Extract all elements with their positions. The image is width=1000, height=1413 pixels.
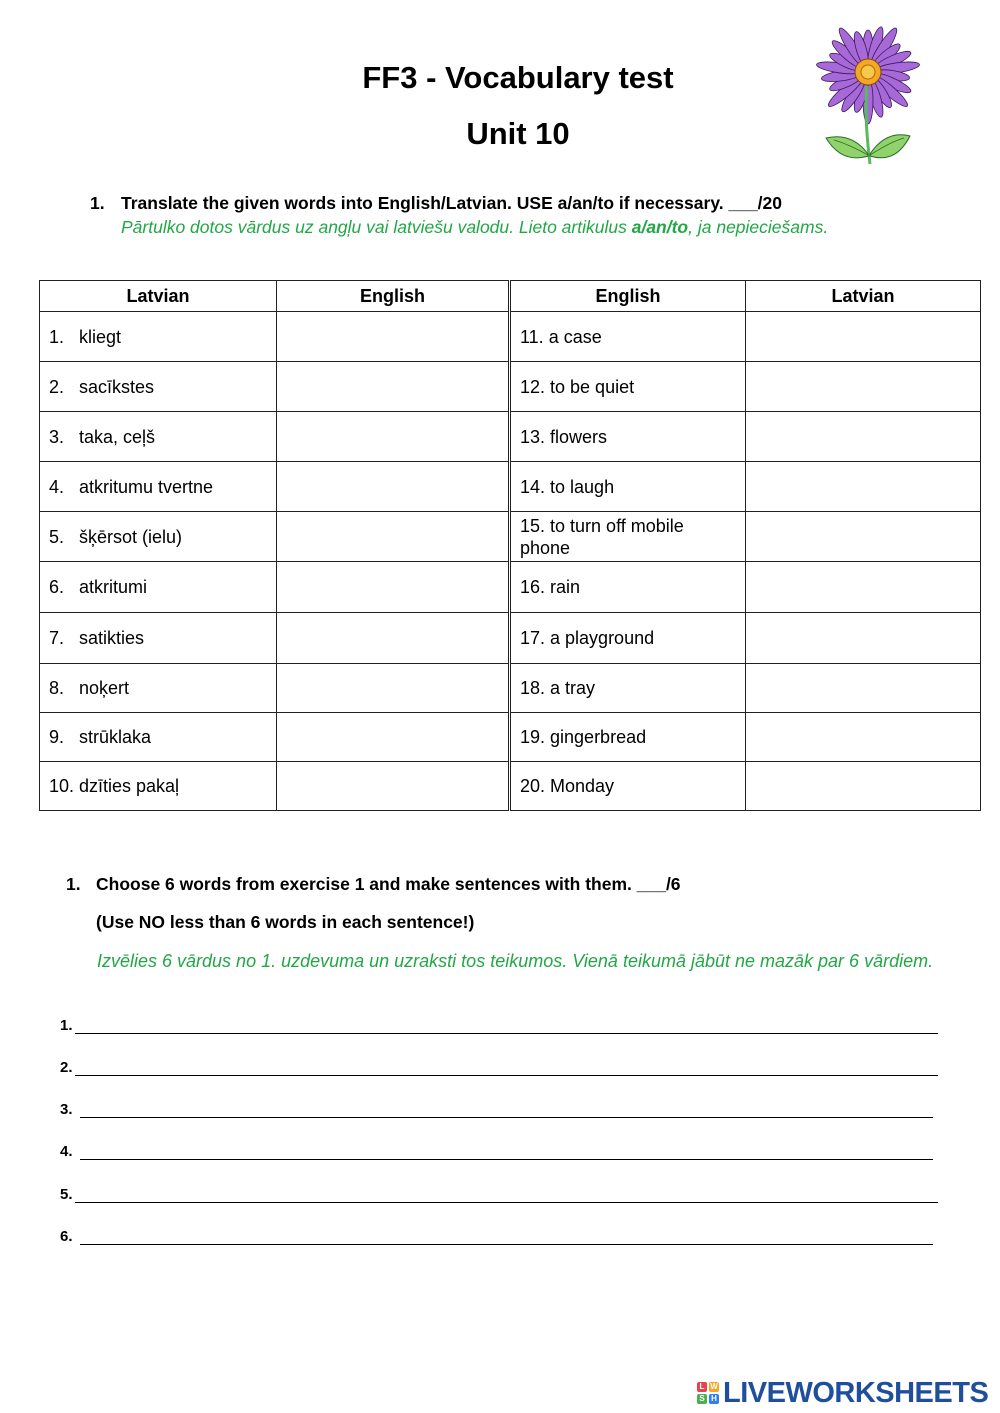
sentence-input-line[interactable] [80, 1159, 933, 1160]
english-word-cell: 19. gingerbread [510, 713, 746, 762]
logo-mark-letter: W [710, 1382, 718, 1391]
sentence-line [60, 1225, 940, 1245]
exercise-1-instruction [90, 193, 782, 214]
item-number: 5. [49, 526, 65, 547]
latvian-word-cell [40, 664, 277, 713]
latvian-word: šķērsot (ielu) [79, 526, 183, 547]
page-title: FF3 - Vocabulary test [362, 60, 674, 95]
item-number: 8. [49, 678, 65, 698]
latvian-word-cell [40, 562, 277, 613]
table-row [40, 664, 981, 713]
vocabulary-table [39, 280, 981, 811]
latvian-word: satikties [79, 628, 145, 648]
item-number: 4. [49, 476, 65, 497]
item-number: 6. [49, 577, 65, 597]
exercise-1-instruction-latvian [121, 217, 828, 238]
item-number: 3. [49, 426, 65, 447]
sentence-number: 2. [60, 1059, 73, 1076]
latvian-word: sacīkstes [79, 376, 155, 397]
latvian-word: atkritumi [79, 577, 148, 597]
exercise-2-number: 1. [66, 874, 81, 894]
table-row [40, 762, 981, 811]
table-row [40, 412, 981, 462]
sentence-input-line[interactable] [80, 1244, 933, 1245]
latvian-word: atkritumu tvertne [79, 476, 214, 497]
latvian-word-cell [40, 412, 277, 462]
instruction-lv-bold: a/an/to [631, 217, 689, 237]
english-word-cell: 15. to turn off mobile phone [510, 512, 746, 562]
header-english: English [510, 281, 746, 312]
logo-mark-letter: H [709, 1394, 719, 1404]
english-answer-field[interactable] [277, 462, 510, 512]
item-number: 7. [49, 628, 65, 648]
english-word-cell: 16. rain [510, 562, 746, 613]
english-word-cell: 17. a playground [510, 613, 746, 664]
english-answer-field[interactable] [277, 512, 510, 562]
latvian-answer-field[interactable] [746, 562, 981, 613]
instruction-lv-text-end: , ja nepieciešams. [688, 217, 829, 237]
page-subtitle: Unit 10 [466, 116, 570, 151]
english-answer-field[interactable] [277, 664, 510, 713]
english-answer-field[interactable] [277, 762, 510, 811]
sentence-number: 3. [60, 1101, 73, 1118]
exercise-1-text: Translate the given words into English/Latvian. USE a/an/to if necessary. ___/20 [121, 193, 783, 213]
table-row [40, 613, 981, 664]
latvian-word: dzīties pakaļ [79, 776, 180, 796]
latvian-word: taka, ceļš [79, 426, 156, 447]
item-number: 9. [49, 727, 65, 747]
english-word-cell: 14. to laugh [510, 462, 746, 512]
item-number: 10. [49, 776, 75, 796]
logo-mark-letter: S [697, 1394, 707, 1404]
english-answer-field[interactable] [277, 713, 510, 762]
sentence-number: 6. [60, 1228, 73, 1245]
sentence-input-line[interactable] [75, 1202, 938, 1203]
latvian-answer-field[interactable] [746, 412, 981, 462]
latvian-word-cell [40, 512, 277, 562]
item-number: 1. [49, 326, 65, 347]
english-answer-field[interactable] [277, 613, 510, 664]
liveworksheets-logo [697, 1377, 988, 1409]
latvian-word: kliegt [79, 326, 122, 347]
sentence-line [60, 1014, 940, 1034]
sentence-number: 4. [60, 1143, 73, 1160]
latvian-word-cell [40, 762, 277, 811]
latvian-word-cell [40, 362, 277, 412]
item-number: 2. [49, 376, 65, 397]
flower-illustration [812, 14, 924, 170]
latvian-answer-field[interactable] [746, 613, 981, 664]
english-word-cell: 12. to be quiet [510, 362, 746, 412]
table-row [40, 462, 981, 512]
sentence-input-line[interactable] [75, 1075, 938, 1076]
latvian-word-cell [40, 312, 277, 362]
header-latvian: Latvian [40, 281, 277, 312]
latvian-answer-field[interactable] [746, 762, 981, 811]
exercise-2-note: (Use NO less than 6 words in each sentence!) [96, 912, 475, 932]
sentence-line [60, 1056, 940, 1076]
latvian-answer-field[interactable] [746, 312, 981, 362]
latvian-answer-field[interactable] [746, 512, 981, 562]
sentence-line [60, 1183, 940, 1203]
english-word-cell: 18. a tray [510, 664, 746, 713]
sentence-line [60, 1098, 940, 1118]
sentence-line [60, 1140, 940, 1160]
header-latvian: Latvian [746, 281, 981, 312]
exercise-1-number: 1. [90, 193, 105, 213]
latvian-word-cell [40, 462, 277, 512]
latvian-answer-field[interactable] [746, 713, 981, 762]
sentence-input-line[interactable] [80, 1117, 933, 1118]
english-answer-field[interactable] [277, 562, 510, 613]
table-row [40, 512, 981, 562]
table-row [40, 312, 981, 362]
instruction-lv-text: Pārtulko dotos vārdus uz angļu vai latviešu valodu. Lieto artikulus [121, 217, 632, 237]
table-header-row [40, 281, 981, 312]
english-word-cell: 11. a case [510, 312, 746, 362]
latvian-word-cell [40, 613, 277, 664]
sentence-number: 5. [60, 1186, 73, 1203]
exercise-2-instruction [66, 874, 681, 895]
latvian-word: strūklaka [79, 727, 152, 747]
latvian-word-cell [40, 713, 277, 762]
english-answer-field[interactable] [277, 312, 510, 362]
english-word-cell: 20. Monday [510, 762, 746, 811]
table-row [40, 562, 981, 613]
table-row [40, 362, 981, 412]
logo-mark-icon [697, 1382, 719, 1404]
exercise-2-instruction-latvian: Izvēlies 6 vārdus no 1. uzdevuma un uzraksti tos teikumos. Vienā teikumā jābūt ne mazāk par 6 vārdiem. [97, 951, 934, 971]
english-answer-field[interactable] [277, 362, 510, 412]
english-word-cell: 13. flowers [510, 412, 746, 462]
logo-mark-letter: L [697, 1382, 707, 1392]
header-english: English [277, 281, 510, 312]
latvian-answer-field[interactable] [746, 362, 981, 412]
latvian-answer-field[interactable] [746, 664, 981, 713]
latvian-answer-field[interactable] [746, 462, 981, 512]
sentence-input-line[interactable] [75, 1033, 938, 1034]
table-row [40, 713, 981, 762]
english-answer-field[interactable] [277, 412, 510, 462]
sentence-number: 1. [60, 1017, 73, 1034]
logo-text: LIVEWORKSHEETS [723, 1376, 989, 1409]
latvian-word: noķert [79, 678, 130, 698]
exercise-2-text: Choose 6 words from exercise 1 and make sentences with them. ___/6 [96, 874, 681, 894]
